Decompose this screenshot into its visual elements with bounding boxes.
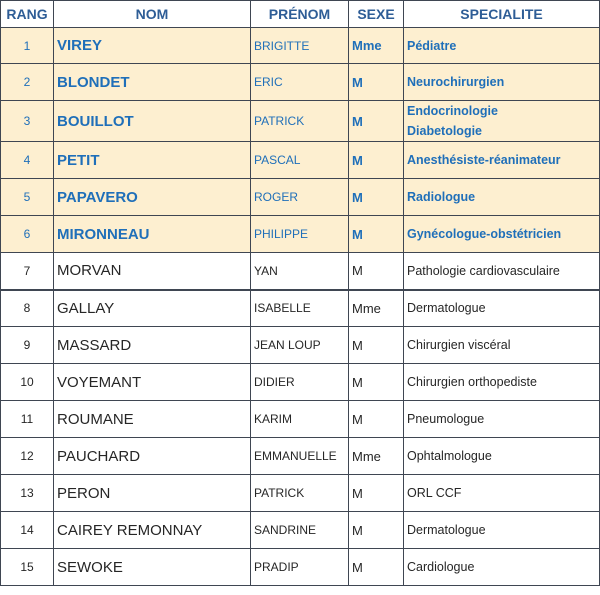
cell-specialite: Cardiologue [404,549,600,586]
header-row [1,1,600,28]
cell-nom: ROUMANE [54,401,251,438]
cell-rang: 8 [1,290,54,327]
table-body [1,28,600,586]
cell-nom: BLONDET [54,64,251,101]
cell-sexe: M [349,142,404,179]
header-specialite: SPECIALITE [404,1,600,28]
cell-sexe: M [349,475,404,512]
cell-nom: SEWOKE [54,549,251,586]
table-row [1,364,600,401]
table-row [1,101,600,142]
header-nom: NOM [54,1,251,28]
cell-rang: 10 [1,364,54,401]
cell-nom: VOYEMANT [54,364,251,401]
cell-sexe: M [349,401,404,438]
table-row [1,64,600,101]
table-row [1,438,600,475]
cell-nom: PETIT [54,142,251,179]
table-row [1,290,600,327]
table-row [1,475,600,512]
cell-nom: PAUCHARD [54,438,251,475]
table-header [1,1,600,28]
cell-rang: 1 [1,28,54,64]
cell-prenom: DIDIER [251,364,349,401]
table-row [1,512,600,549]
cell-nom: VIREY [54,28,251,64]
cell-sexe: M [349,101,404,142]
table-row [1,28,600,64]
cell-prenom: ROGER [251,179,349,216]
cell-specialite: Dermatologue [404,512,600,549]
cell-prenom: PRADIP [251,549,349,586]
cell-sexe: M [349,364,404,401]
cell-sexe: M [349,512,404,549]
cell-rang: 12 [1,438,54,475]
cell-prenom: JEAN LOUP [251,327,349,364]
table-row [1,253,600,290]
table-row [1,401,600,438]
cell-sexe: M [349,549,404,586]
table-row [1,549,600,586]
cell-specialite: Pédiatre [404,28,600,64]
cell-prenom: ISABELLE [251,290,349,327]
cell-rang: 3 [1,101,54,142]
cell-sexe: M [349,64,404,101]
cell-rang: 15 [1,549,54,586]
cell-specialite: Pneumologue [404,401,600,438]
cell-sexe: Mme [349,438,404,475]
cell-specialite: Anesthésiste-réanimateur [404,142,600,179]
cell-nom: MIRONNEAU [54,216,251,253]
cell-rang: 2 [1,64,54,101]
cell-specialite: Dermatologue [404,290,600,327]
cell-specialite: Chirurgien viscéral [404,327,600,364]
table-row [1,179,600,216]
table-row [1,142,600,179]
table-row [1,327,600,364]
cell-nom: MASSARD [54,327,251,364]
cell-rang: 6 [1,216,54,253]
cell-prenom: SANDRINE [251,512,349,549]
cell-nom: CAIREY REMONNAY [54,512,251,549]
cell-nom: PERON [54,475,251,512]
cell-specialite: Chirurgien orthopediste [404,364,600,401]
cell-prenom: PHILIPPE [251,216,349,253]
cell-rang: 5 [1,179,54,216]
header-prenom: PRÉNOM [251,1,349,28]
header-sexe: SEXE [349,1,404,28]
cell-specialite: Pathologie cardiovasculaire [404,253,600,290]
cell-nom: GALLAY [54,290,251,327]
cell-rang: 7 [1,253,54,290]
cell-prenom: PATRICK [251,101,349,142]
cell-prenom: BRIGITTE [251,28,349,64]
cell-specialite: Radiologue [404,179,600,216]
cell-prenom: PASCAL [251,142,349,179]
header-rang: RANG [1,1,54,28]
cell-prenom: YAN [251,253,349,290]
cell-nom: MORVAN [54,253,251,290]
cell-specialite: Gynécologue-obstétricien [404,216,600,253]
cell-sexe: M [349,327,404,364]
cell-nom: BOUILLOT [54,101,251,142]
cell-sexe: M [349,179,404,216]
table-row [1,216,600,253]
cell-specialite: Ophtalmologue [404,438,600,475]
cell-sexe: M [349,253,404,290]
cell-prenom: ERIC [251,64,349,101]
cell-prenom: KARIM [251,401,349,438]
cell-specialite: Endocrinologie Diabetologie [404,101,600,142]
cell-prenom: PATRICK [251,475,349,512]
cell-prenom: EMMANUELLE [251,438,349,475]
cell-sexe: Mme [349,28,404,64]
cell-rang: 13 [1,475,54,512]
cell-rang: 11 [1,401,54,438]
cell-specialite: ORL CCF [404,475,600,512]
cell-rang: 9 [1,327,54,364]
cell-rang: 4 [1,142,54,179]
cell-sexe: M [349,216,404,253]
cell-nom: PAPAVERO [54,179,251,216]
cell-sexe: Mme [349,290,404,327]
cell-specialite: Neurochirurgien [404,64,600,101]
cell-rang: 14 [1,512,54,549]
